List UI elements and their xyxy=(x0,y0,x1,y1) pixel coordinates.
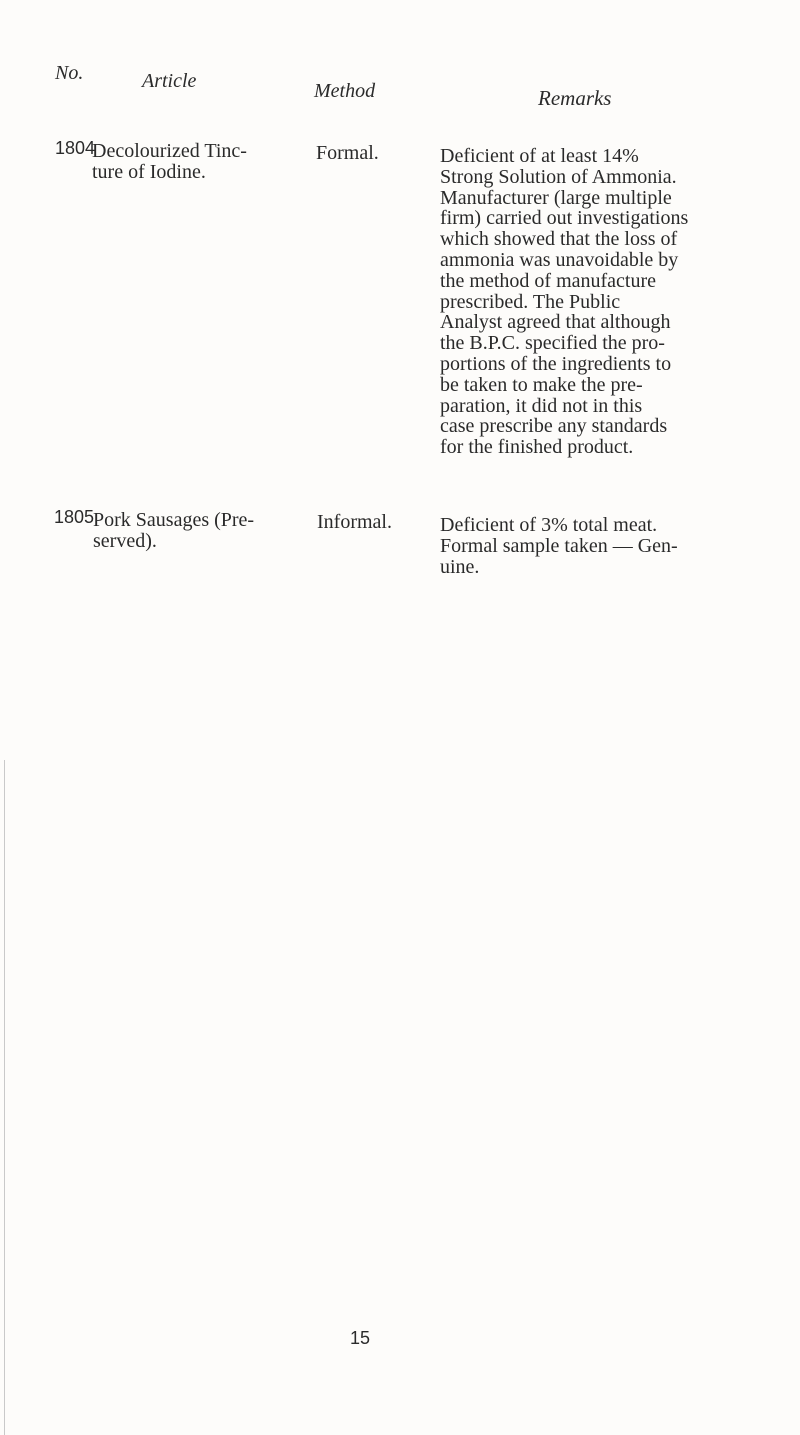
entry-number: 1805 xyxy=(54,507,95,527)
remarks-line: Deficient of at least 14% xyxy=(440,145,639,167)
remarks-cell xyxy=(440,146,785,458)
article-line: Pork Sausages (Pre- xyxy=(93,509,255,531)
remarks-line: Formal sample taken — Gen- xyxy=(440,534,678,557)
method-cell: Informal. xyxy=(317,511,392,533)
remarks-line: Deficient of 3% total meat. xyxy=(440,514,658,536)
article-cell xyxy=(93,510,323,552)
remarks-line: portions of the ingredients to xyxy=(440,352,672,375)
article-line: Decolourized Tinc- xyxy=(92,140,247,162)
method-cell: Formal. xyxy=(316,142,379,164)
remarks-line: uine. xyxy=(440,555,480,578)
page-edge-divider xyxy=(4,760,5,1435)
remarks-line: paration, it did not in this xyxy=(440,394,643,417)
remarks-line: Manufacturer (large multiple xyxy=(440,186,672,209)
remarks-line: ammonia was unavoidable by xyxy=(440,248,679,271)
header-method: Method xyxy=(314,80,376,102)
remarks-line: case prescribe any standards xyxy=(440,415,668,438)
article-line: ture of Iodine. xyxy=(92,160,206,183)
remarks-line: be taken to make the pre- xyxy=(440,373,643,396)
remarks-line: the method of manufacture xyxy=(440,269,657,292)
remarks-line: firm) carried out investigations xyxy=(440,207,689,230)
page-number: 15 xyxy=(350,1328,371,1348)
remarks-cell xyxy=(440,515,785,577)
header-no: No. xyxy=(55,62,84,84)
header-remarks: Remarks xyxy=(538,86,612,110)
header-article: Article xyxy=(142,70,197,92)
remarks-line: Strong Solution of Ammonia. xyxy=(440,165,677,188)
remarks-line: prescribed. The Public xyxy=(440,290,621,313)
article-cell xyxy=(92,141,322,183)
remarks-line: Analyst agreed that although xyxy=(440,311,671,334)
article-line: served). xyxy=(93,529,157,552)
remarks-line: the B.P.C. specified the pro- xyxy=(440,332,665,355)
entry-number: 1804 xyxy=(55,138,96,158)
remarks-line: for the finished product. xyxy=(440,436,634,459)
remarks-line: which showed that the loss of xyxy=(440,228,678,251)
